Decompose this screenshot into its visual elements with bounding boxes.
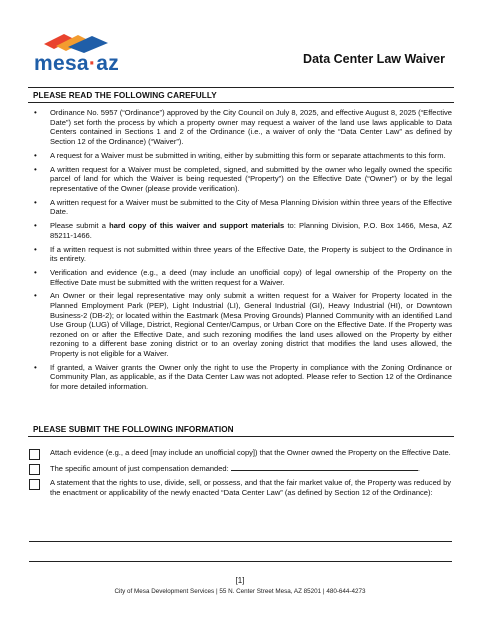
- list-item: • An Owner or their legal representative may only submit a written request for a Waiver for Property located in the Planned Employment Park (PEP), Light Industrial (LI), General Industrial (GI), Heavy Industrial (HI), or Downtown Business-2 (DB-2); or located within the Eastmark (Mesa Proving Grounds) Planned Community with an identified Land Use Group (LUG) of Village, District, Regional Center/Campus, or Urban Core on the Effective Date. If the Property was rezoned on or after the Effective Date, and such rezoning modifies the land uses allowed on the Property by either rezoning to a different base zoning district or to an overlay zoning district that modifies the land uses allowed, the Property is not eligible for a Waiver.: [34, 291, 452, 358]
- mesa-az-logo: [34, 30, 124, 78]
- footer-contact: City of Mesa Development Services | 55 N. Center Street Mesa, AZ 85201 | 480-644-4273: [114, 588, 366, 595]
- list-item: • Please submit a hard copy of this waiver and support materials to: Planning Division, P.O. Box 1466, Mesa, AZ 85211-1466.: [34, 221, 452, 240]
- header-divider: [28, 87, 454, 88]
- list-item: • A written request for a Waiver must be submitted to the City of Mesa Planning Division within three years of the Effective Date.: [34, 197, 452, 217]
- evidence-checkbox[interactable]: [29, 449, 40, 460]
- instructions-list: [33, 108, 452, 396]
- section-divider: [28, 102, 454, 103]
- compensation-amount-field[interactable]: [231, 463, 418, 471]
- logo-wordmark: mesa·az: [34, 52, 119, 75]
- statement-answer-line[interactable]: [29, 541, 452, 542]
- logo-roof-icon: [34, 30, 124, 54]
- checklist-item-statement: A statement that the rights to use, divide, sell, or possess, and that the fair market value of, the Property was reduced by the enactment or applicability of the newly enacted “Data Center Law” (as defined by Section 12 of the Ordinance):: [29, 478, 452, 497]
- list-item: • If granted, a Waiver grants the Owner only the right to use the Property in compliance with the Zoning Ordinance or Community Plan, as applicable, as if the Data Center Law was not adopted. Please refer to Section 12 of the Ordinance for more detailed information.: [34, 362, 452, 391]
- list-item: • If a written request is not submitted within three years of the Effective Date, the Property is subject to the Ordinance in its entirety.: [34, 244, 452, 264]
- page-number: [1]: [235, 576, 245, 585]
- section-heading-submit-info: PLEASE SUBMIT THE FOLLOWING INFORMATION: [33, 425, 234, 434]
- statement-checkbox[interactable]: [29, 479, 40, 490]
- submission-checklist: [29, 448, 452, 502]
- list-item: • Verification and evidence (e.g., a deed (may include an unofficial copy) of legal ownership of the Property on the Effective Date must be submitted with the written request for a Waiver.: [34, 268, 452, 287]
- list-item: • Ordinance No. 5957 (“Ordinance”) approved by the City Council on July 8, 2025, and effective August 8, 2025 (“Effective Date”) set forth the process by which a property owner may request a waiver of the land use laws applicable to Data Centers contained in Sections 1 and 2 of the Ordinance (i.e., a waiver of only the “Data Center Law” as defined by Section 12 of the Ordinance) (“Waiver”).: [34, 108, 452, 146]
- statement-answer-line[interactable]: [29, 561, 452, 562]
- section-divider: [28, 436, 454, 437]
- list-item: • A written request for a Waiver must be completed, signed, and submitted by the owner who legally owned the specific parcel of land for which the Waiver is being requested (“Property”) on the Effective Date (“Owner”) or by the legal representative of the Owner (please provide verification).: [34, 164, 452, 193]
- checklist-item-compensation: The specific amount of just compensation demanded: .: [29, 463, 452, 474]
- document-title: Data Center Law Waiver: [303, 52, 445, 66]
- section-heading-read-carefully: PLEASE READ THE FOLLOWING CAREFULLY: [33, 91, 217, 100]
- hardcopy-emphasis: hard copy of this waiver and support materials: [109, 221, 285, 231]
- list-item: • A request for a Waiver must be submitted in writing, either by submitting this form or separate attachments to this form.: [34, 150, 446, 160]
- checklist-item-evidence: Attach evidence (e.g., a deed [may include an unofficial copy]) that the Owner owned the Property on the Effective Date.: [29, 448, 452, 458]
- compensation-checkbox[interactable]: [29, 464, 40, 475]
